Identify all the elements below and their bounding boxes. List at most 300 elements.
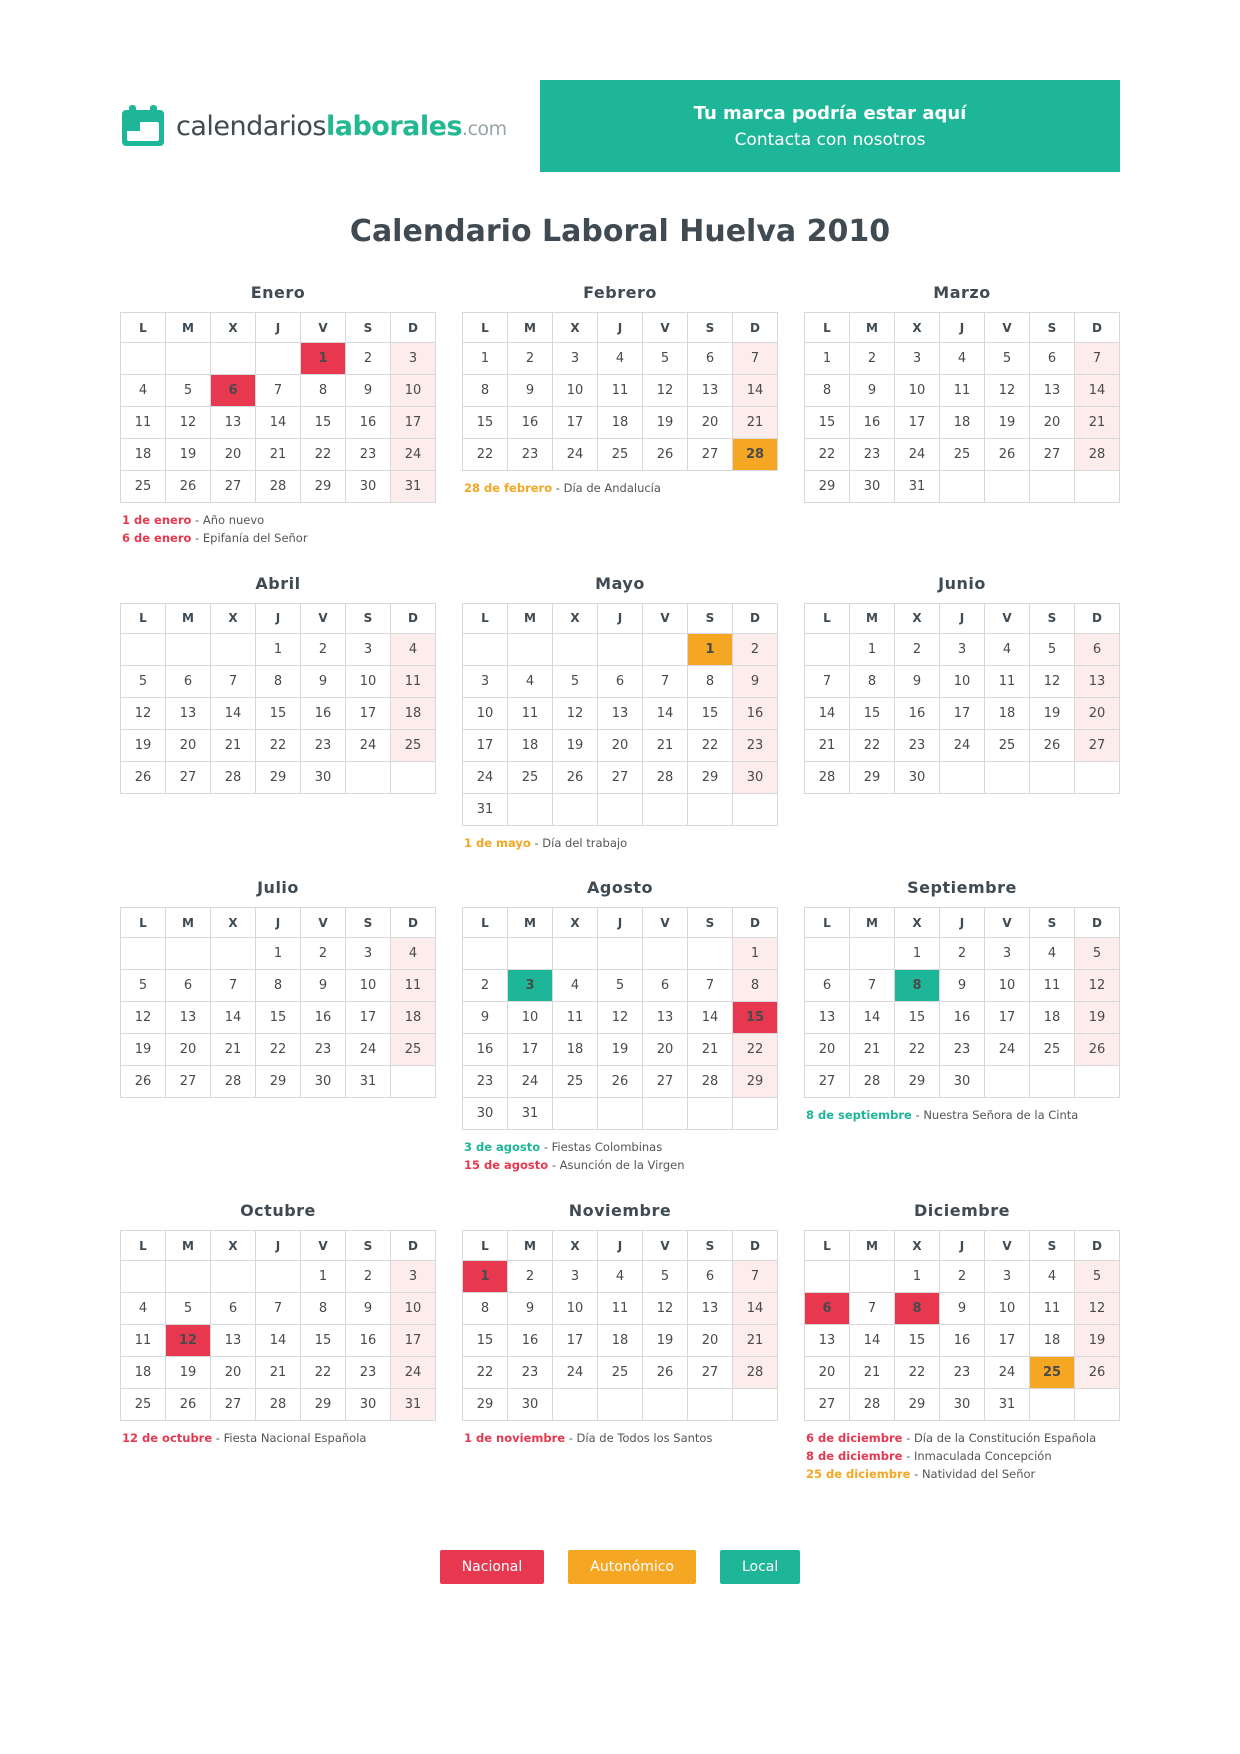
day-cell: 29 (463, 1389, 508, 1421)
day-cell-empty (553, 1389, 598, 1421)
day-cell: 15 (256, 1002, 301, 1034)
week-row (463, 407, 778, 439)
day-cell: 24 (895, 439, 940, 471)
day-cell: 19 (1030, 697, 1075, 729)
week-row (463, 1261, 778, 1293)
day-cell: 22 (256, 729, 301, 761)
day-cell: 16 (895, 697, 940, 729)
day-cell: 9 (850, 375, 895, 407)
weekday-header: J (940, 313, 985, 343)
day-cell-sunday: 21 (733, 1325, 778, 1357)
day-cell: 18 (598, 1325, 643, 1357)
holiday-note (122, 530, 436, 548)
month-table (120, 603, 436, 794)
weekday-header-row (805, 908, 1120, 938)
day-cell: 21 (850, 1034, 895, 1066)
weekday-header-row (121, 313, 436, 343)
month-spacer (804, 1125, 1120, 1151)
day-cell-sunday: 5 (1075, 1261, 1120, 1293)
day-cell: 13 (805, 1002, 850, 1034)
day-cell: 22 (256, 1034, 301, 1066)
day-cell: 13 (211, 1325, 256, 1357)
month-title: Septiembre (907, 878, 1017, 898)
day-cell-sunday: 27 (1075, 729, 1120, 761)
weekday-header: M (850, 908, 895, 938)
day-cell: 23 (508, 1357, 553, 1389)
weekday-header: X (553, 603, 598, 633)
day-cell: 24 (985, 1357, 1030, 1389)
day-cell: 31 (508, 1098, 553, 1130)
weekday-header: M (508, 908, 553, 938)
day-cell: 31 (985, 1389, 1030, 1421)
month-table (462, 312, 778, 471)
week-row (121, 761, 436, 793)
day-cell: 10 (895, 375, 940, 407)
week-row (805, 970, 1120, 1002)
weekday-header: L (463, 908, 508, 938)
day-cell: 20 (688, 407, 733, 439)
weekday-header: J (598, 603, 643, 633)
day-cell: 23 (463, 1066, 508, 1098)
day-cell: 5 (166, 1293, 211, 1325)
day-cell: 1 (805, 343, 850, 375)
banner-line-1: Tu marca podría estar aquí (693, 102, 967, 124)
week-row (805, 729, 1120, 761)
day-cell: 25 (985, 729, 1030, 761)
day-cell-sunday: 4 (391, 938, 436, 970)
day-cell: 12 (553, 697, 598, 729)
holiday-note-text: Fiesta Nacional Española (223, 1431, 367, 1446)
holiday-note (806, 1430, 1120, 1448)
week-row (121, 1389, 436, 1421)
month-table (462, 603, 778, 826)
day-cell: 18 (121, 439, 166, 471)
month-block (120, 1201, 436, 1509)
week-row (463, 1357, 778, 1389)
day-cell: 5 (643, 343, 688, 375)
day-cell-sunday: 28 (1075, 439, 1120, 471)
day-cell-empty (1030, 471, 1075, 503)
day-cell-empty (121, 343, 166, 375)
holiday-note (464, 1139, 778, 1157)
day-cell: 15 (895, 1002, 940, 1034)
weekday-header: M (850, 313, 895, 343)
day-cell-empty (850, 938, 895, 970)
day-cell: 22 (301, 439, 346, 471)
day-cell: 11 (598, 375, 643, 407)
day-cell: 16 (301, 1002, 346, 1034)
holiday-note-separator: - (530, 835, 543, 850)
month-spacer (120, 1448, 436, 1474)
day-cell-empty (508, 793, 553, 825)
day-cell: 8 (805, 375, 850, 407)
holiday-note-date: 8 de septiembre (806, 1108, 912, 1123)
day-cell-empty (553, 633, 598, 665)
day-cell-holiday: 1 (301, 343, 346, 375)
legend-item-autonomico[interactable]: Autonómico (568, 1550, 696, 1584)
day-cell: 24 (346, 729, 391, 761)
week-row (121, 970, 436, 1002)
day-cell: 29 (256, 761, 301, 793)
week-row (463, 1034, 778, 1066)
day-cell-sunday: 6 (1075, 633, 1120, 665)
holiday-note-text: Inmaculada Concepción (913, 1448, 1052, 1463)
day-cell: 3 (346, 633, 391, 665)
day-cell: 25 (940, 439, 985, 471)
day-cell-empty (1075, 471, 1120, 503)
weekday-header: X (211, 603, 256, 633)
day-cell: 3 (895, 343, 940, 375)
month-table (804, 312, 1120, 503)
week-row (805, 1357, 1120, 1389)
day-cell-sunday: 25 (391, 729, 436, 761)
day-cell: 20 (805, 1034, 850, 1066)
day-cell: 30 (895, 761, 940, 793)
day-cell: 18 (598, 407, 643, 439)
day-cell: 22 (895, 1357, 940, 1389)
day-cell-empty (553, 793, 598, 825)
week-row (805, 1261, 1120, 1293)
day-cell: 23 (346, 439, 391, 471)
day-cell-empty (1075, 761, 1120, 793)
holiday-note-text: Día del trabajo (542, 835, 628, 850)
day-cell: 9 (346, 375, 391, 407)
week-row (121, 1261, 436, 1293)
day-cell: 18 (1030, 1002, 1075, 1034)
day-cell: 18 (121, 1357, 166, 1389)
holiday-note-date: 25 de diciembre (806, 1466, 911, 1481)
day-cell-sunday: 24 (391, 1357, 436, 1389)
day-cell-holiday: 6 (211, 375, 256, 407)
day-cell: 30 (346, 471, 391, 503)
day-cell: 2 (508, 1261, 553, 1293)
day-cell: 11 (553, 1002, 598, 1034)
day-cell-sunday: 26 (1075, 1357, 1120, 1389)
day-cell-empty (166, 938, 211, 970)
day-cell: 8 (463, 375, 508, 407)
day-cell-empty (121, 633, 166, 665)
day-cell-empty (166, 1261, 211, 1293)
weekday-header: M (850, 1231, 895, 1261)
day-cell: 16 (346, 1325, 391, 1357)
day-cell-sunday: 10 (391, 375, 436, 407)
day-cell: 8 (256, 665, 301, 697)
day-cell-sunday: 31 (391, 1389, 436, 1421)
day-cell: 28 (211, 1066, 256, 1098)
day-cell-sunday: 4 (391, 633, 436, 665)
day-cell-empty (805, 1261, 850, 1293)
month-spacer (462, 852, 778, 878)
day-cell-holiday: 12 (166, 1325, 211, 1357)
day-cell: 5 (121, 970, 166, 1002)
day-cell: 4 (598, 343, 643, 375)
day-cell: 24 (463, 761, 508, 793)
week-row (121, 697, 436, 729)
weekday-header: V (301, 603, 346, 633)
holiday-note (464, 1430, 778, 1448)
day-cell-sunday: 31 (391, 471, 436, 503)
day-cell: 16 (463, 1034, 508, 1066)
day-cell: 1 (256, 938, 301, 970)
week-row (805, 1389, 1120, 1421)
month-block (462, 574, 778, 879)
holiday-note-text: Día de Andalucía (563, 481, 661, 495)
day-cell-empty (985, 761, 1030, 793)
weekday-header-row (463, 1231, 778, 1261)
week-row (805, 1066, 1120, 1098)
site-logo[interactable] (120, 103, 520, 149)
week-row (121, 1293, 436, 1325)
legend-item-nacional[interactable]: Nacional (440, 1550, 545, 1584)
day-cell: 3 (553, 1261, 598, 1293)
day-cell: 15 (463, 1325, 508, 1357)
day-cell: 23 (346, 1357, 391, 1389)
month-spacer (120, 548, 436, 574)
day-cell: 15 (301, 1325, 346, 1357)
week-row (463, 729, 778, 761)
week-row (121, 729, 436, 761)
legend-item-local[interactable]: Local (720, 1550, 800, 1584)
week-row (805, 1002, 1120, 1034)
day-cell-holiday: 1 (688, 633, 733, 665)
day-cell-empty (166, 343, 211, 375)
weekday-header: S (688, 313, 733, 343)
weekday-header: J (256, 908, 301, 938)
day-cell: 20 (211, 1357, 256, 1389)
day-cell: 14 (805, 697, 850, 729)
weekday-header: S (346, 313, 391, 343)
day-cell-empty (1075, 1389, 1120, 1421)
day-cell-empty (688, 793, 733, 825)
day-cell-sunday: 14 (733, 1293, 778, 1325)
day-cell: 29 (805, 471, 850, 503)
day-cell: 6 (805, 970, 850, 1002)
holiday-note-date: 1 de enero (122, 513, 192, 527)
week-row (121, 665, 436, 697)
holiday-note-separator: - (191, 530, 203, 545)
day-cell: 27 (211, 1389, 256, 1421)
weekday-header: J (940, 603, 985, 633)
weekday-header: V (985, 908, 1030, 938)
day-cell-sunday: 3 (391, 343, 436, 375)
holiday-note-text: Fiestas Colombinas (551, 1140, 663, 1155)
day-cell-sunday: 18 (391, 1002, 436, 1034)
day-cell-sunday: 24 (391, 439, 436, 471)
weekday-header: D (1075, 908, 1120, 938)
weekday-header-row (463, 603, 778, 633)
holiday-note-separator: - (212, 1431, 224, 1446)
holiday-note-text: Día de Todos los Santos (576, 1431, 713, 1446)
day-cell: 28 (256, 1389, 301, 1421)
holiday-note-text: Año nuevo (202, 513, 265, 527)
day-cell: 7 (256, 1293, 301, 1325)
day-cell-sunday: 19 (1075, 1325, 1120, 1357)
weekday-header: M (508, 313, 553, 343)
day-cell: 11 (985, 665, 1030, 697)
day-cell: 18 (1030, 1325, 1075, 1357)
holiday-note-text: Asunción de la Virgen (559, 1158, 685, 1173)
day-cell: 22 (688, 729, 733, 761)
day-cell: 26 (166, 471, 211, 503)
day-cell: 3 (553, 343, 598, 375)
day-cell: 4 (940, 343, 985, 375)
weekday-header: D (1075, 603, 1120, 633)
day-cell: 14 (850, 1325, 895, 1357)
day-cell: 1 (850, 633, 895, 665)
weekday-header: D (733, 603, 778, 633)
holiday-notes (464, 1430, 778, 1448)
holiday-note-date: 28 de febrero (464, 481, 553, 495)
month-table (120, 312, 436, 503)
ad-banner[interactable] (540, 80, 1120, 172)
weekday-header: J (940, 1231, 985, 1261)
week-row (805, 375, 1120, 407)
holiday-note-text: Natividad del Señor (921, 1466, 1036, 1481)
day-cell: 16 (508, 1325, 553, 1357)
weekday-header: L (463, 603, 508, 633)
day-cell: 19 (553, 729, 598, 761)
day-cell: 16 (940, 1002, 985, 1034)
day-cell: 8 (256, 970, 301, 1002)
day-cell: 20 (166, 729, 211, 761)
day-cell: 1 (895, 938, 940, 970)
day-cell: 6 (688, 343, 733, 375)
day-cell: 11 (121, 1325, 166, 1357)
day-cell-empty (1030, 1066, 1075, 1098)
day-cell: 9 (508, 375, 553, 407)
day-cell-empty (256, 1261, 301, 1293)
day-cell-sunday: 2 (733, 633, 778, 665)
day-cell: 21 (688, 1034, 733, 1066)
week-row (805, 439, 1120, 471)
day-cell: 18 (508, 729, 553, 761)
day-cell-empty (256, 343, 301, 375)
day-cell: 11 (121, 407, 166, 439)
day-cell: 25 (1030, 1034, 1075, 1066)
month-block (462, 1201, 778, 1509)
day-cell: 5 (1030, 633, 1075, 665)
day-cell-empty (643, 633, 688, 665)
day-cell: 19 (121, 729, 166, 761)
day-cell: 25 (121, 1389, 166, 1421)
weekday-header: M (508, 603, 553, 633)
page-header (0, 0, 1240, 172)
day-cell: 6 (643, 970, 688, 1002)
weekday-header: J (256, 1231, 301, 1261)
day-cell: 9 (940, 970, 985, 1002)
day-cell: 30 (850, 471, 895, 503)
holiday-note-date: 8 de diciembre (806, 1448, 903, 1463)
day-cell: 17 (895, 407, 940, 439)
day-cell: 20 (688, 1325, 733, 1357)
weekday-header: L (463, 313, 508, 343)
day-cell: 27 (166, 761, 211, 793)
day-cell: 11 (598, 1293, 643, 1325)
day-cell: 25 (508, 761, 553, 793)
weekday-header: L (121, 1231, 166, 1261)
day-cell: 11 (1030, 1293, 1075, 1325)
day-cell: 2 (346, 1261, 391, 1293)
month-table (462, 1230, 778, 1421)
day-cell: 13 (211, 407, 256, 439)
weekday-header: S (1030, 908, 1075, 938)
day-cell: 29 (256, 1066, 301, 1098)
day-cell: 19 (166, 439, 211, 471)
weekday-header: J (598, 908, 643, 938)
day-cell: 21 (256, 439, 301, 471)
day-cell-sunday: 21 (1075, 407, 1120, 439)
day-cell: 20 (805, 1357, 850, 1389)
day-cell-holiday: 8 (895, 1293, 940, 1325)
day-cell: 7 (850, 1293, 895, 1325)
day-cell-sunday: 22 (733, 1034, 778, 1066)
week-row (121, 439, 436, 471)
day-cell-empty (985, 1066, 1030, 1098)
weekday-header: S (346, 1231, 391, 1261)
day-cell-sunday: 21 (733, 407, 778, 439)
week-row (463, 1098, 778, 1130)
day-cell: 28 (211, 761, 256, 793)
day-cell: 16 (508, 407, 553, 439)
day-cell: 15 (301, 407, 346, 439)
holiday-notes (806, 1107, 1120, 1125)
holiday-note-separator: - (548, 1158, 560, 1173)
day-cell-empty (985, 471, 1030, 503)
day-cell: 2 (940, 938, 985, 970)
month-title: Marzo (933, 283, 991, 302)
day-cell: 7 (643, 665, 688, 697)
weekday-header: D (1075, 1231, 1120, 1261)
day-cell-empty (598, 793, 643, 825)
holiday-note-separator: - (902, 1431, 914, 1446)
day-cell-empty (598, 1098, 643, 1130)
day-cell: 25 (553, 1066, 598, 1098)
day-cell-sunday: 12 (1075, 1293, 1120, 1325)
day-cell: 9 (508, 1293, 553, 1325)
day-cell-empty (733, 1098, 778, 1130)
weekday-header: D (1075, 313, 1120, 343)
weekday-header: V (301, 908, 346, 938)
day-cell-empty (643, 1098, 688, 1130)
day-cell-holiday: 1 (463, 1261, 508, 1293)
day-cell: 20 (643, 1034, 688, 1066)
day-cell: 28 (688, 1066, 733, 1098)
week-row (805, 938, 1120, 970)
day-cell: 8 (688, 665, 733, 697)
week-row (121, 1066, 436, 1098)
logo-text (176, 111, 507, 142)
week-row (121, 471, 436, 503)
day-cell: 13 (598, 697, 643, 729)
weekday-header: S (1030, 1231, 1075, 1261)
day-cell: 26 (643, 1357, 688, 1389)
week-row (121, 1002, 436, 1034)
weekday-header: M (166, 908, 211, 938)
day-cell: 13 (688, 375, 733, 407)
weekday-header-row (463, 908, 778, 938)
day-cell-empty (733, 793, 778, 825)
weekday-header: M (850, 603, 895, 633)
weekday-header: M (166, 603, 211, 633)
day-cell-empty (211, 1261, 256, 1293)
weekday-header: X (895, 603, 940, 633)
weekday-header: L (805, 1231, 850, 1261)
weekday-header: L (463, 1231, 508, 1261)
weekday-header: X (895, 908, 940, 938)
day-cell: 2 (463, 970, 508, 1002)
day-cell: 9 (301, 970, 346, 1002)
holiday-note-separator: - (540, 1140, 552, 1155)
